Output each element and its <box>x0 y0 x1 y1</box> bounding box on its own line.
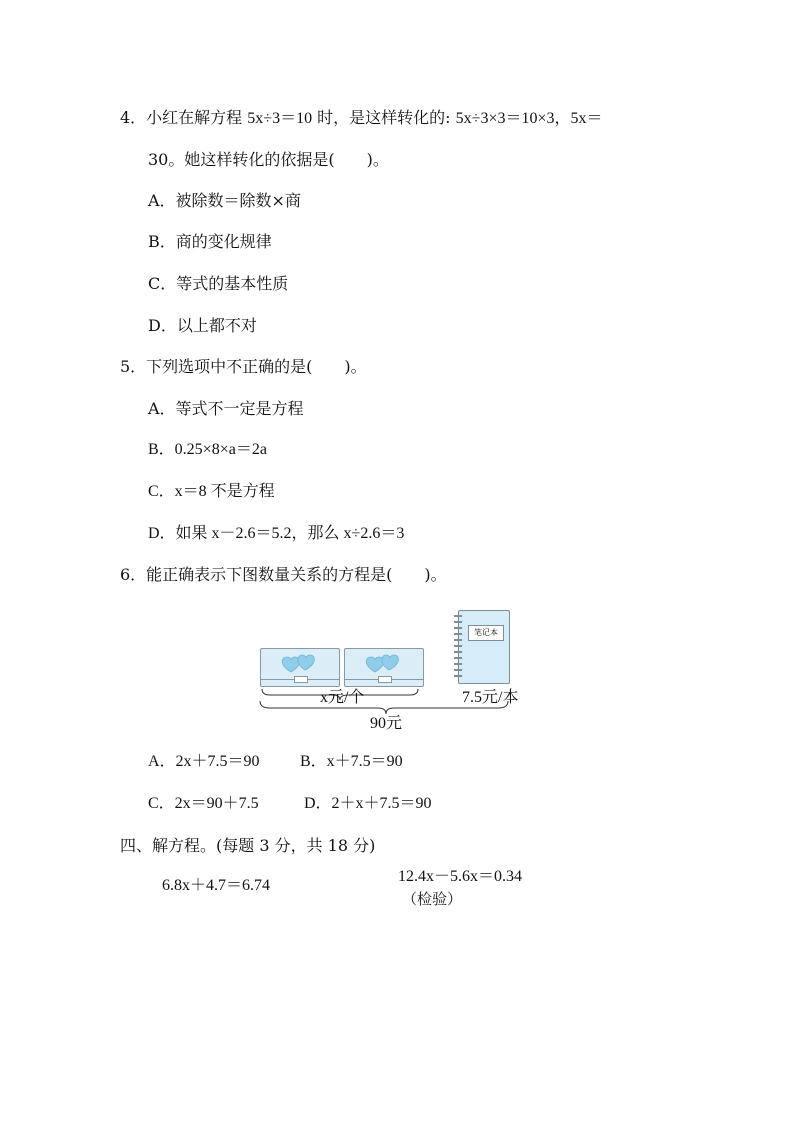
q5-stem: 5．下列选项中不正确的是( )。 <box>120 357 367 376</box>
q6-stem: 6．能正确表示下图数量关系的方程是( )。 <box>120 565 447 584</box>
unit-price-label: x元/个 <box>320 689 365 706</box>
notebook-price-label: 7.5元/本 <box>462 689 519 706</box>
q5-option-d: D．如果 x－2.6＝5.2，那么 x÷2.6＝3 <box>148 525 405 542</box>
total-label: 90元 <box>370 715 403 732</box>
equation-1: 6.8x＋4.7＝6.74 <box>162 877 271 894</box>
q4-text: 4．小红在解方程 <box>120 108 248 127</box>
q6-option-c: C．2x＝90＋7.5 <box>148 795 259 812</box>
q4-text-mid: 时，是这样转化的: <box>312 108 456 127</box>
section-heading: 四、解方程。(每题 3 分，共 18 分) <box>120 836 376 855</box>
q6-option-b: B．x＋7.5＝90 <box>300 753 403 770</box>
q4-equation: 5x÷3＝10 <box>247 110 313 127</box>
q4-option-c: C．等式的基本性质 <box>148 274 289 293</box>
q6-figure <box>258 608 538 733</box>
q6-option-a: A．2x＋7.5＝90 <box>148 753 260 770</box>
q4-option-d: D．以上都不对 <box>148 316 257 335</box>
q4-line1 <box>120 108 603 129</box>
q4-option-b: B．商的变化规律 <box>148 232 272 251</box>
equation-2-check-note: （检验） <box>402 890 463 908</box>
q4-line2: 30。她这样转化的依据是( )。 <box>148 150 389 169</box>
q5-option-a: A．等式不一定是方程 <box>148 399 304 418</box>
notebook-label: 笔记本 <box>468 625 504 641</box>
q4-option-a: A．被除数＝除数×商 <box>148 191 301 210</box>
equation-2: 12.4x－5.6x＝0.34 <box>398 868 523 885</box>
q4-equation-transformed: 5x÷3×3＝10×3，5x＝ <box>455 110 603 127</box>
q5-option-c: C．x＝8 不是方程 <box>148 483 275 500</box>
q5-option-b: B．0.25×8×a＝2a <box>148 441 267 458</box>
q6-option-d: D．2＋x＋7.5＝90 <box>304 795 432 812</box>
